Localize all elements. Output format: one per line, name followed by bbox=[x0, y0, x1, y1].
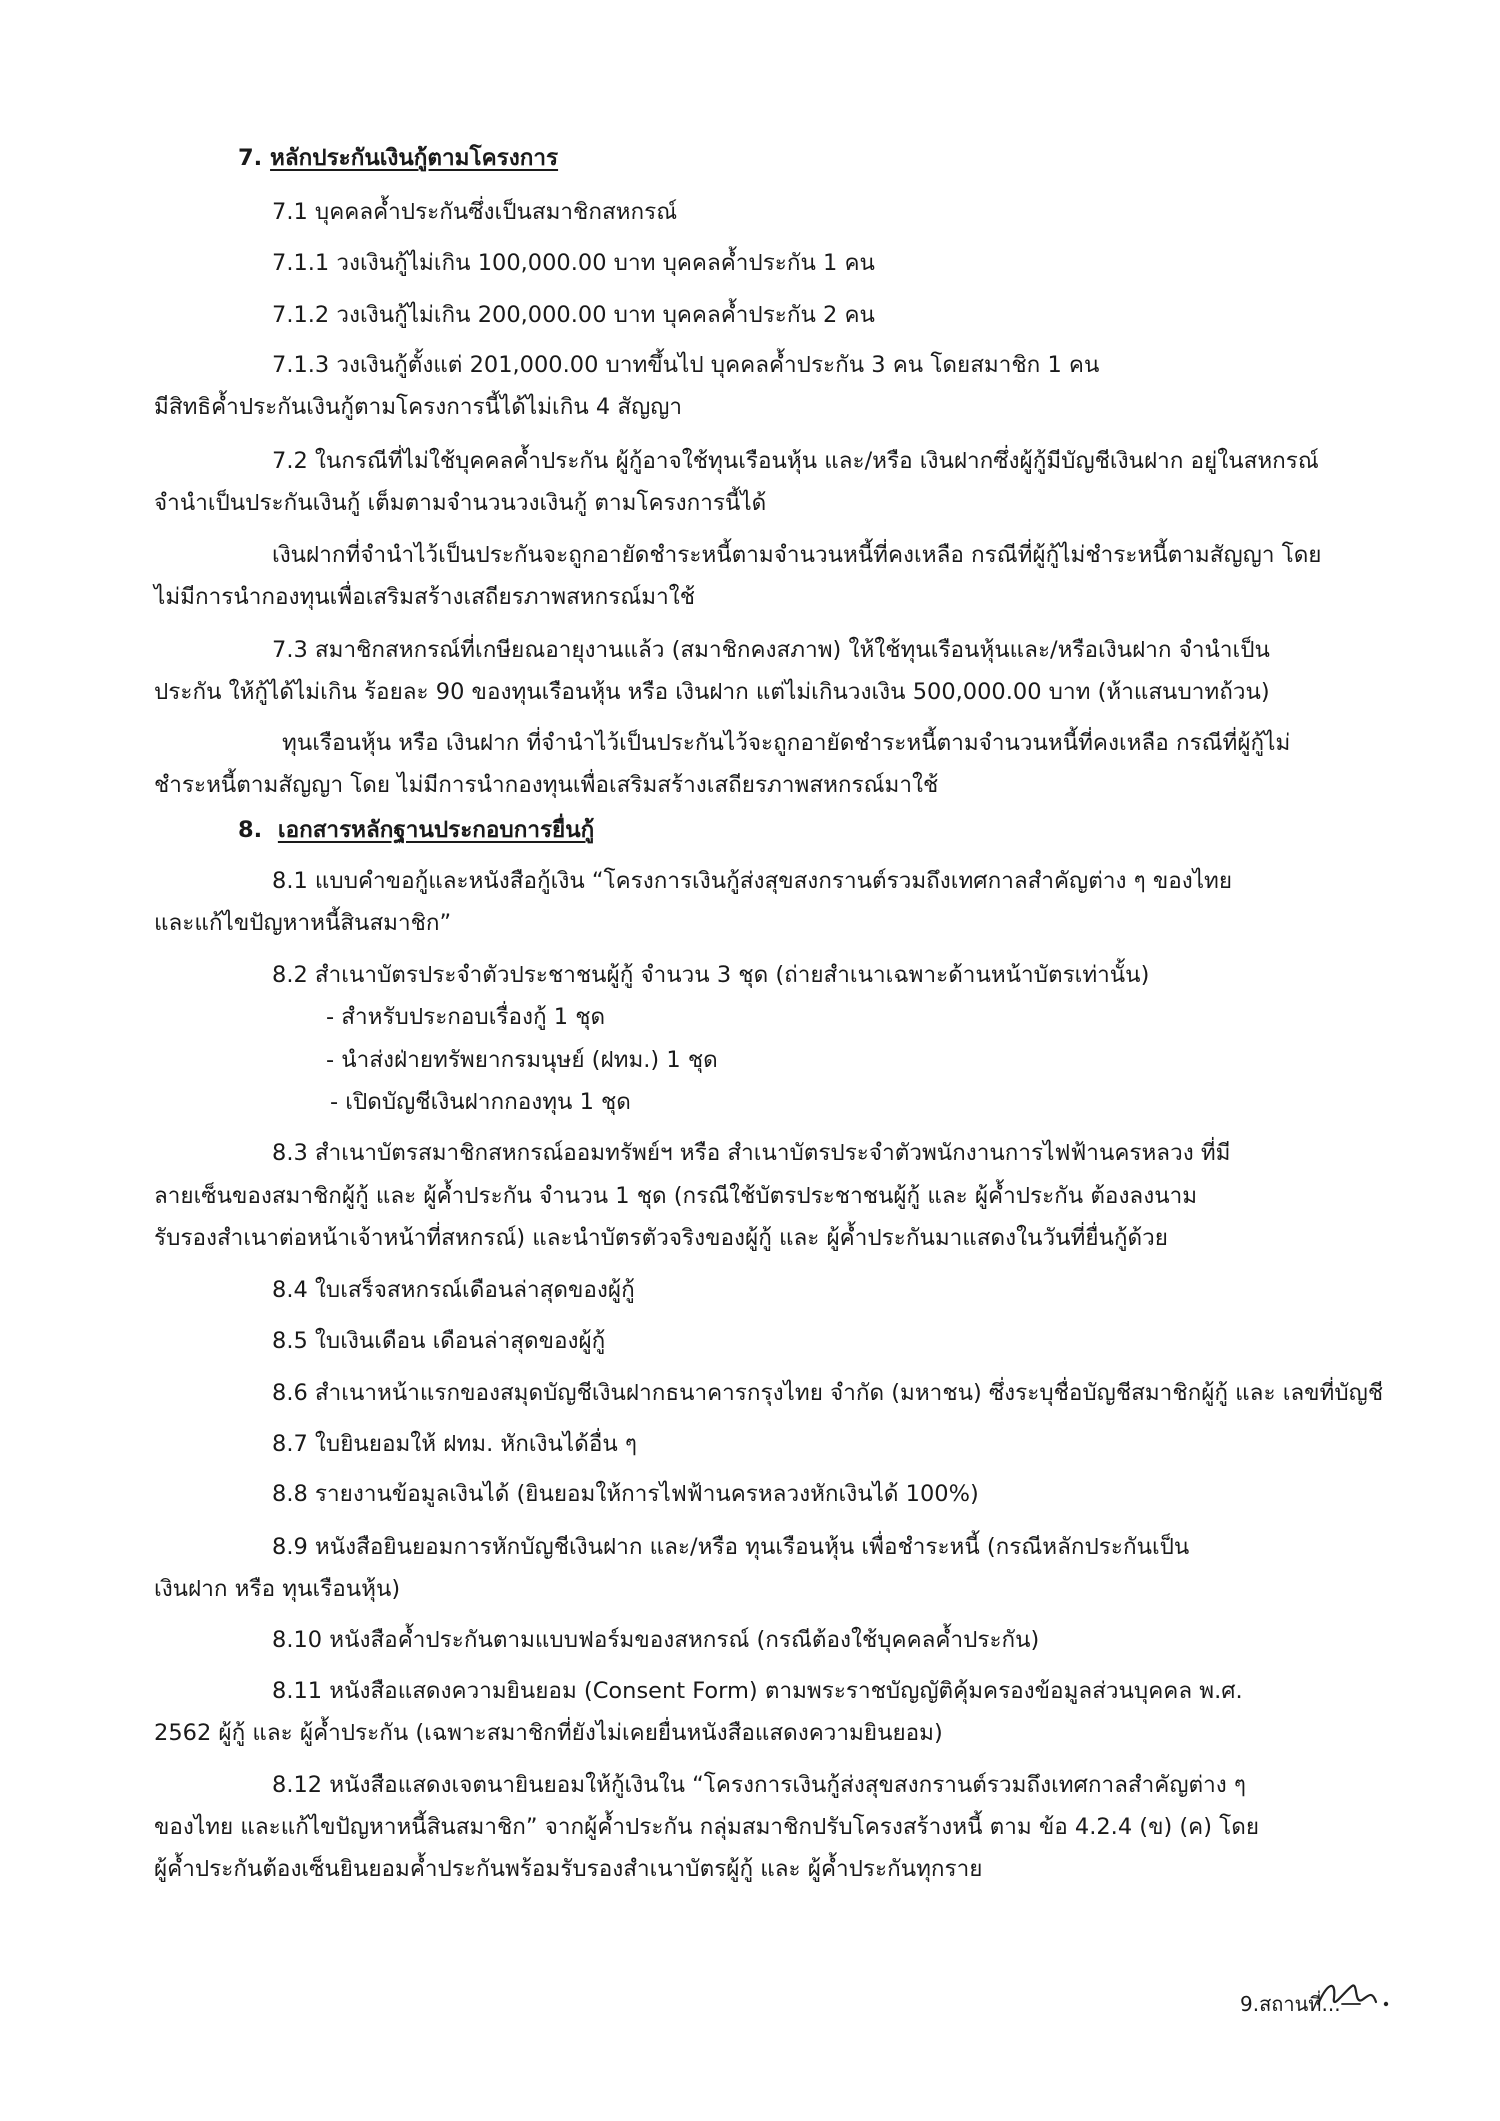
paragraph-line: 7.1.3 วงเงินกู้ตั้งแต่ 201,000.00 บาทขึ้นไป บุคคลค้ำประกัน 3 คน โดยสมาชิก 1 คน bbox=[272, 352, 1100, 378]
section-8-heading bbox=[238, 810, 594, 850]
list-item: - สำหรับประกอบเรื่องกู้ 1 ชุด bbox=[326, 1004, 606, 1030]
section-7-heading bbox=[238, 138, 558, 178]
paragraph-line: เงินฝากที่จำนำไว้เป็นประกันจะถูกอายัดชำระหนี้ตามจำนวนหนี้ที่คงเหลือ กรณีที่ผู้กู้ไม่ชำระหนี้ตามสัญญา โดย bbox=[272, 542, 1322, 568]
paragraph-line: รับรองสำเนาต่อหน้าเจ้าหน้าที่สหกรณ์) และนำบัตรตัวจริงของผู้กู้ และ ผู้ค้ำประกันมาแสดงในวันที่ยื่นกู้ด้วย bbox=[154, 1225, 1168, 1251]
paragraph-line: 8.12 หนังสือแสดงเจตนายินยอมให้กู้เงินใน “โครงการเงินกู้ส่งสุขสงกรานต์รวมถึงเทศกาลสำคัญต่าง ๆ bbox=[272, 1772, 1246, 1798]
section-7-number: 7. bbox=[238, 145, 263, 171]
paragraph-line: 8.10 หนังสือค้ำประกันตามแบบฟอร์มของสหกรณ์ (กรณีต้องใช้บุคคลค้ำประกัน) bbox=[272, 1627, 1040, 1653]
paragraph-line: 7.1.1 วงเงินกู้ไม่เกิน 100,000.00 บาท บุคคลค้ำประกัน 1 คน bbox=[272, 250, 875, 276]
paragraph-line: 8.4 ใบเสร็จสหกรณ์เดือนล่าสุดของผู้กู้ bbox=[272, 1277, 635, 1303]
paragraph-line: 8.11 หนังสือแสดงความยินยอม (Consent Form) ตามพระราชบัญญัติคุ้มครองข้อมูลส่วนบุคคล พ.ศ. bbox=[272, 1678, 1243, 1704]
paragraph-line: ทุนเรือนหุ้น หรือ เงินฝาก ที่จำนำไว้เป็นประกันไว้จะถูกอายัดชำระหนี้ตามจำนวนหนี้ที่คงเหลือ กรณีที่ผู้กู้ไม่ bbox=[282, 730, 1291, 756]
paragraph-line: 7.3 สมาชิกสหกรณ์ที่เกษียณอายุงานแล้ว (สมาชิกคงสภาพ) ให้ใช้ทุนเรือนหุ้นและ/หรือเงินฝาก จำนำเป็น bbox=[272, 637, 1270, 663]
list-item: - เปิดบัญชีเงินฝากกองทุน 1 ชุด bbox=[330, 1089, 631, 1115]
paragraph-line: 7.2 ในกรณีที่ไม่ใช้บุคคลค้ำประกัน ผู้กู้อาจใช้ทุนเรือนหุ้น และ/หรือ เงินฝากซึ่งผู้กู้มีบัญชีเงินฝาก อยู่ในสหกรณ์ bbox=[272, 448, 1319, 474]
paragraph-line: ไม่มีการนำกองทุนเพื่อเสริมสร้างเสถียรภาพสหกรณ์มาใช้ bbox=[154, 584, 695, 610]
paragraph-line: ของไทย และแก้ไขปัญหาหนี้สินสมาชิก” จากผู้ค้ำประกัน กลุ่มสมาชิกปรับโครงสร้างหนี้ ตาม ข้อ 4.2.4 (ข) (ค) โดย bbox=[154, 1814, 1260, 1840]
paragraph-line: 8.1 แบบคำขอกู้และหนังสือกู้เงิน “โครงการเงินกู้ส่งสุขสงกรานต์รวมถึงเทศกาลสำคัญต่าง ๆ ของไทย bbox=[272, 868, 1233, 894]
paragraph-line: 8.9 หนังสือยินยอมการหักบัญชีเงินฝาก และ/หรือ ทุนเรือนหุ้น เพื่อชำระหนี้ (กรณีหลักประกันเป็น bbox=[272, 1534, 1190, 1560]
paragraph-line: และแก้ไขปัญหาหนี้สินสมาชิก” bbox=[154, 910, 452, 936]
paragraph-line: เงินฝาก หรือ ทุนเรือนหุ้น) bbox=[154, 1576, 401, 1602]
paragraph-line: 8.2 สำเนาบัตรประจำตัวประชาชนผู้กู้ จำนวน 3 ชุด (ถ่ายสำเนาเฉพาะด้านหน้าบัตรเท่านั้น) bbox=[272, 962, 1150, 988]
list-item: - นำส่งฝ่ายทรัพยากรมนุษย์ (ฝทม.) 1 ชุด bbox=[326, 1047, 718, 1073]
section-8-title: เอกสารหลักฐานประกอบการยื่นกู้ bbox=[277, 817, 595, 843]
paragraph-line: ลายเซ็นของสมาชิกผู้กู้ และ ผู้ค้ำประกัน จำนวน 1 ชุด (กรณีใช้บัตรประชาชนผู้กู้ และ ผู้ค้ำประกัน ต้องลงนาม bbox=[154, 1183, 1198, 1209]
paragraph-line: 8.7 ใบยินยอมให้ ฝทม. หักเงินได้อื่น ๆ bbox=[272, 1431, 637, 1457]
paragraph-line: 8.8 รายงานข้อมูลเงินได้ (ยินยอมให้การไฟฟ้านครหลวงหักเงินได้ 100%) bbox=[272, 1481, 979, 1507]
section-7-title: หลักประกันเงินกู้ตามโครงการ bbox=[270, 145, 559, 171]
paragraph-line: ชำระหนี้ตามสัญญา โดย ไม่มีการนำกองทุนเพื่อเสริมสร้างเสถียรภาพสหกรณ์มาใช้ bbox=[154, 772, 939, 798]
section-8-number: 8. bbox=[238, 817, 263, 843]
paragraph-line: 7.1.2 วงเงินกู้ไม่เกิน 200,000.00 บาท บุคคลค้ำประกัน 2 คน bbox=[272, 302, 875, 328]
initials-signature bbox=[1314, 1974, 1394, 2020]
paragraph-line: 8.6 สำเนาหน้าแรกของสมุดบัญชีเงินฝากธนาคารกรุงไทย จำกัด (มหาชน) ซึ่งระบุชื่อบัญชีสมาชิกผู้กู้ และ เลขที่บัญชี bbox=[272, 1380, 1384, 1406]
paragraph-line: 2562 ผู้กู้ และ ผู้ค้ำประกัน (เฉพาะสมาชิกที่ยังไม่เคยยื่นหนังสือแสดงความยินยอม) bbox=[154, 1720, 943, 1746]
paragraph-line: 8.3 สำเนาบัตรสมาชิกสหกรณ์ออมทรัพย์ฯ หรือ สำเนาบัตรประจำตัวพนักงานการไฟฟ้านครหลวง ที่มี bbox=[272, 1140, 1231, 1166]
paragraph-line: ประกัน ให้กู้ได้ไม่เกิน ร้อยละ 90 ของทุนเรือนหุ้น หรือ เงินฝาก แต่ไม่เกินวงเงิน 500,000.00 บาท (ห้าแสนบาทถ้วน) bbox=[154, 679, 1270, 705]
paragraph-line: จำนำเป็นประกันเงินกู้ เต็มตามจำนวนวงเงินกู้ ตามโครงการนี้ได้ bbox=[154, 490, 767, 516]
paragraph-line: 7.1 บุคคลค้ำประกันซึ่งเป็นสมาชิกสหกรณ์ bbox=[272, 199, 678, 225]
paragraph-line: 8.5 ใบเงินเดือน เดือนล่าสุดของผู้กู้ bbox=[272, 1328, 606, 1354]
continuation-note: 9.สถานที่... bbox=[1240, 1992, 1341, 2016]
paragraph-line: ผู้ค้ำประกันต้องเซ็นยินยอมค้ำประกันพร้อมรับรองสำเนาบัตรผู้กู้ และ ผู้ค้ำประกันทุกราย bbox=[154, 1856, 983, 1882]
paragraph-line: มีสิทธิค้ำประกันเงินกู้ตามโครงการนี้ได้ไม่เกิน 4 สัญญา bbox=[154, 394, 683, 420]
